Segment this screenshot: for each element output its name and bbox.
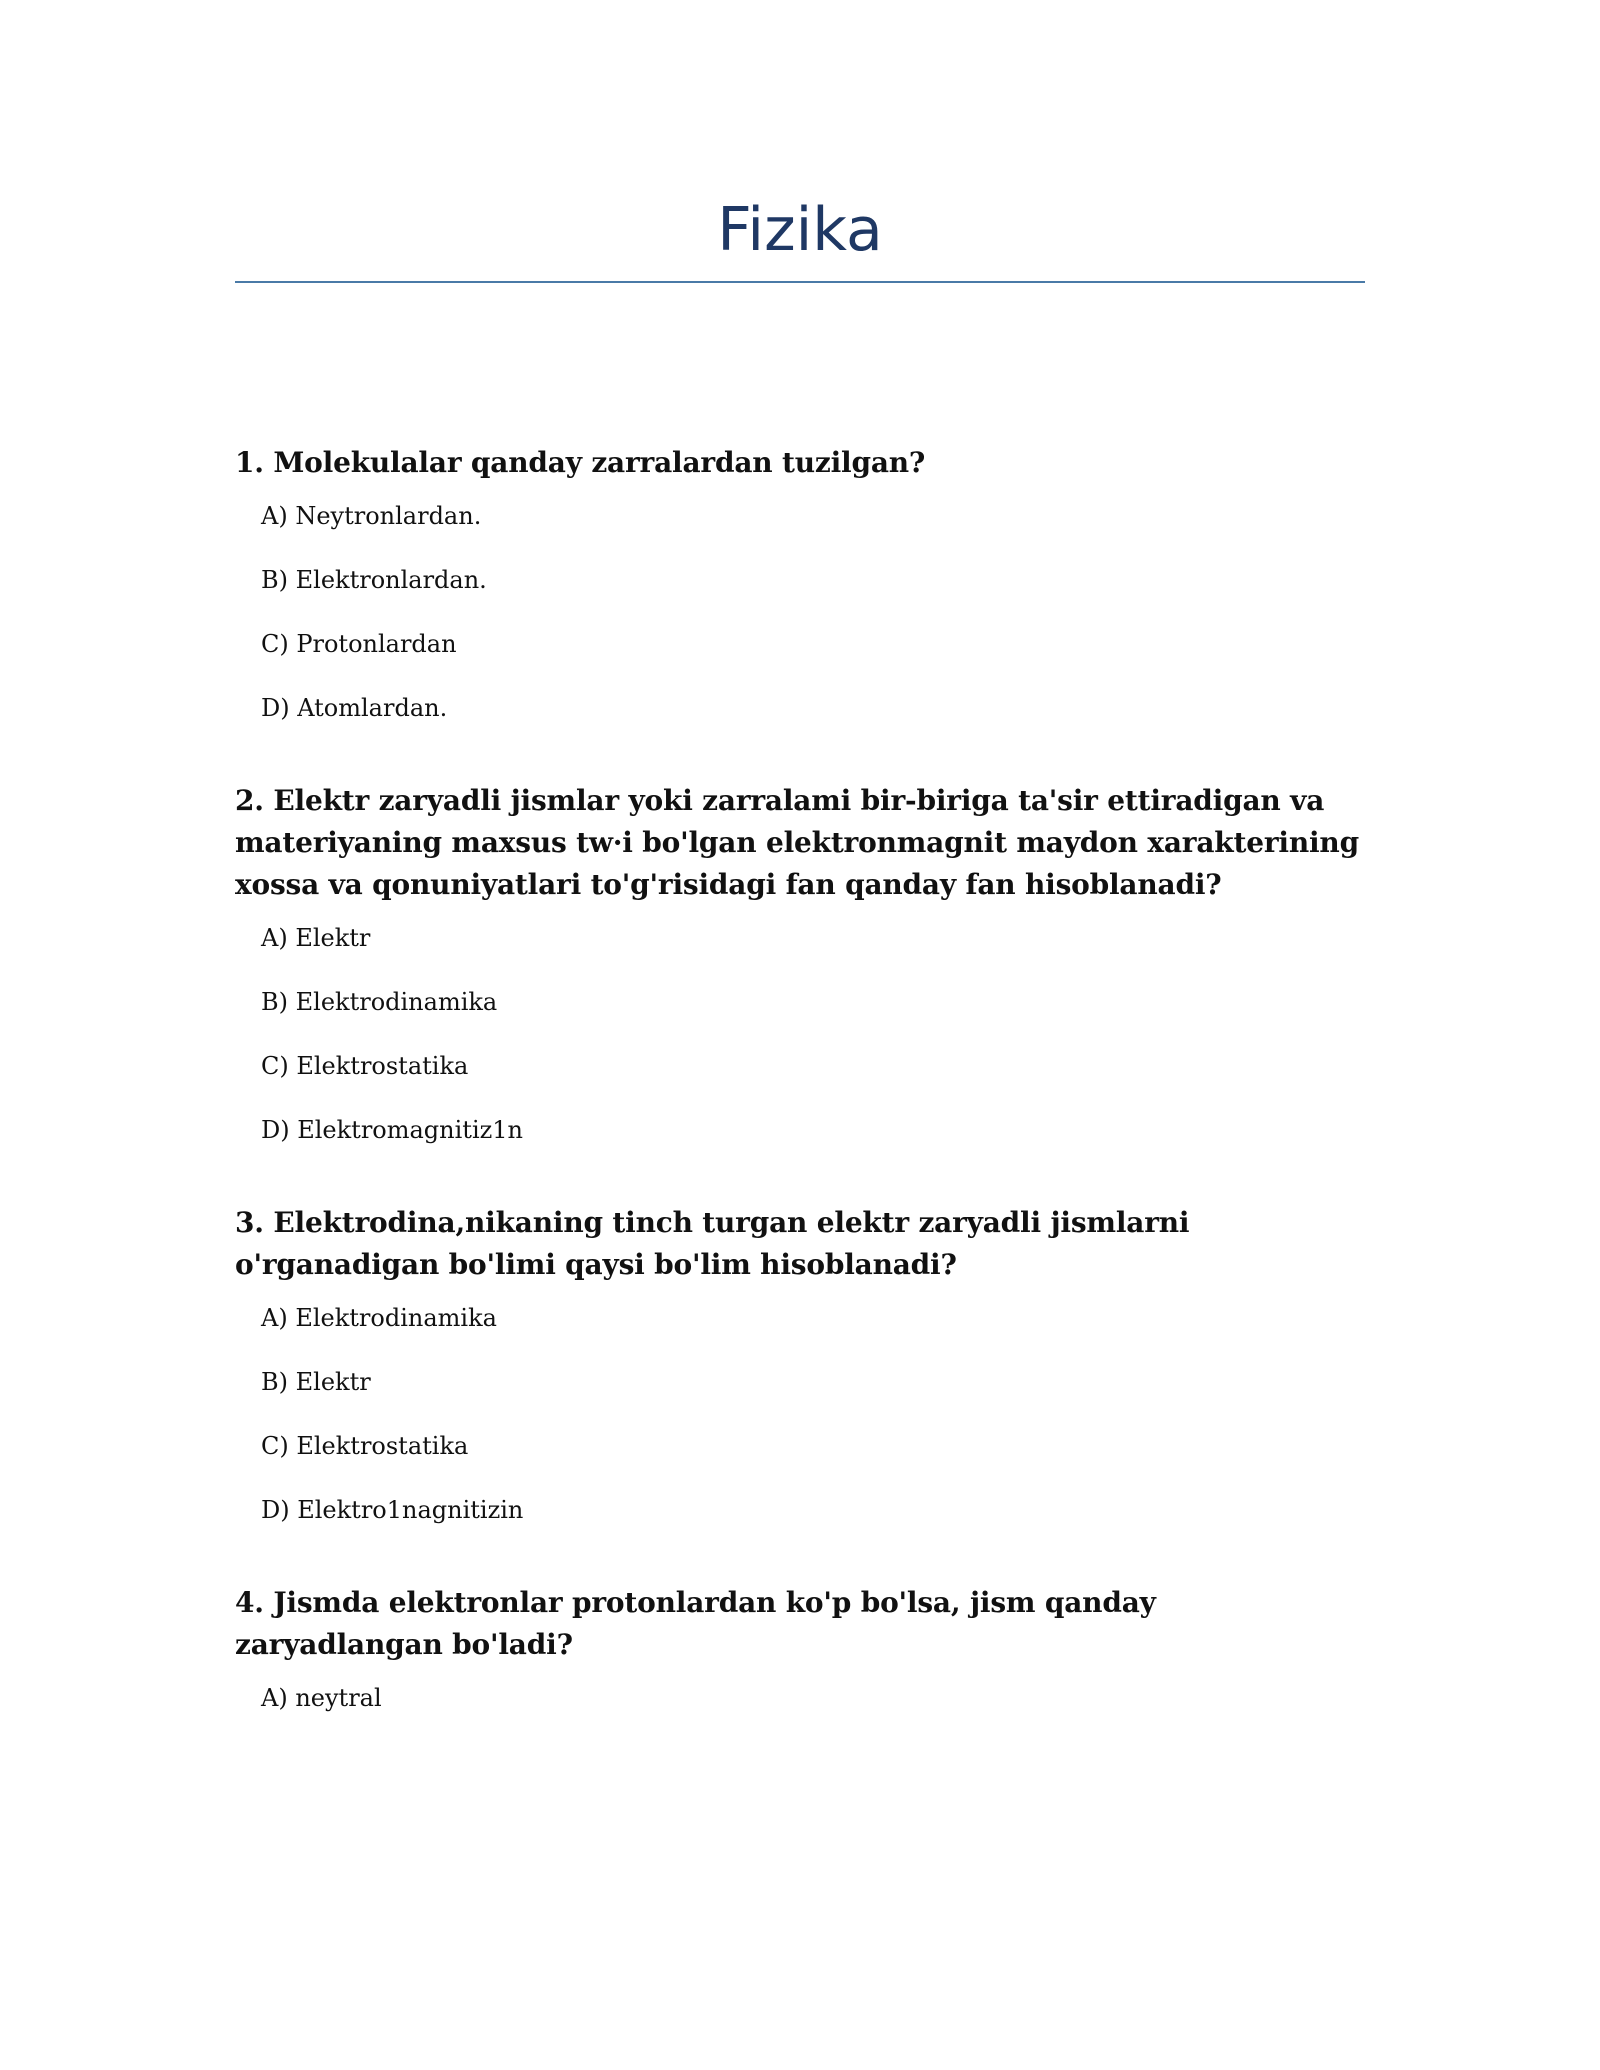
answer-option: A) Elektr	[261, 924, 371, 952]
answer-options	[235, 920, 1365, 1148]
answer-options	[235, 1680, 1365, 1716]
answer-option: A) Elektrodinamika	[261, 1304, 497, 1332]
question-4	[235, 1582, 1365, 1716]
answer-option: A) Neytronlardan.	[261, 502, 482, 530]
question-text: 2. Elektr zaryadli jismlar yoki zarralami bir-biriga ta'sir ettiradigan va materiyaning maxsus tw·i bo'lgan elektronmagnit maydon xarakterining xossa va qonuniyatlari to'g'risidagi fan qanday fan hisoblanadi?	[235, 784, 1359, 901]
answer-options	[235, 1300, 1365, 1528]
title-divider	[235, 281, 1365, 283]
answer-option: D) Elektromagnitiz1n	[261, 1116, 523, 1144]
answer-option: C) Protonlardan	[261, 630, 457, 658]
answer-option: C) Elektrostatika	[261, 1052, 469, 1080]
answer-option: D) Atomlardan.	[261, 694, 448, 722]
page-title: Fizika	[717, 195, 883, 265]
question-text: 1. Molekulalar qanday zarralardan tuzilgan?	[235, 446, 926, 479]
answer-option: B) Elektrodinamika	[261, 988, 498, 1016]
question-1	[235, 442, 1365, 726]
answer-options	[235, 498, 1365, 726]
question-3	[235, 1202, 1365, 1528]
question-text: 3. Elektrodina,nikaning tinch turgan elektr zaryadli jismlarni o'rganadigan bo'limi qaysi bo'lim hisoblanadi?	[235, 1206, 1190, 1281]
answer-option: B) Elektronlardan.	[261, 566, 487, 594]
answer-option: D) Elektro1nagnitizin	[261, 1496, 524, 1524]
question-list	[235, 442, 1365, 1770]
answer-option: A) neytral	[261, 1684, 382, 1712]
question-2	[235, 780, 1365, 1148]
answer-option: B) Elektr	[261, 1368, 371, 1396]
answer-option: C) Elektrostatika	[261, 1432, 469, 1460]
question-text: 4. Jismda elektronlar protonlardan ko'p bo'lsa, jism qanday zaryadlangan bo'ladi?	[235, 1586, 1156, 1661]
